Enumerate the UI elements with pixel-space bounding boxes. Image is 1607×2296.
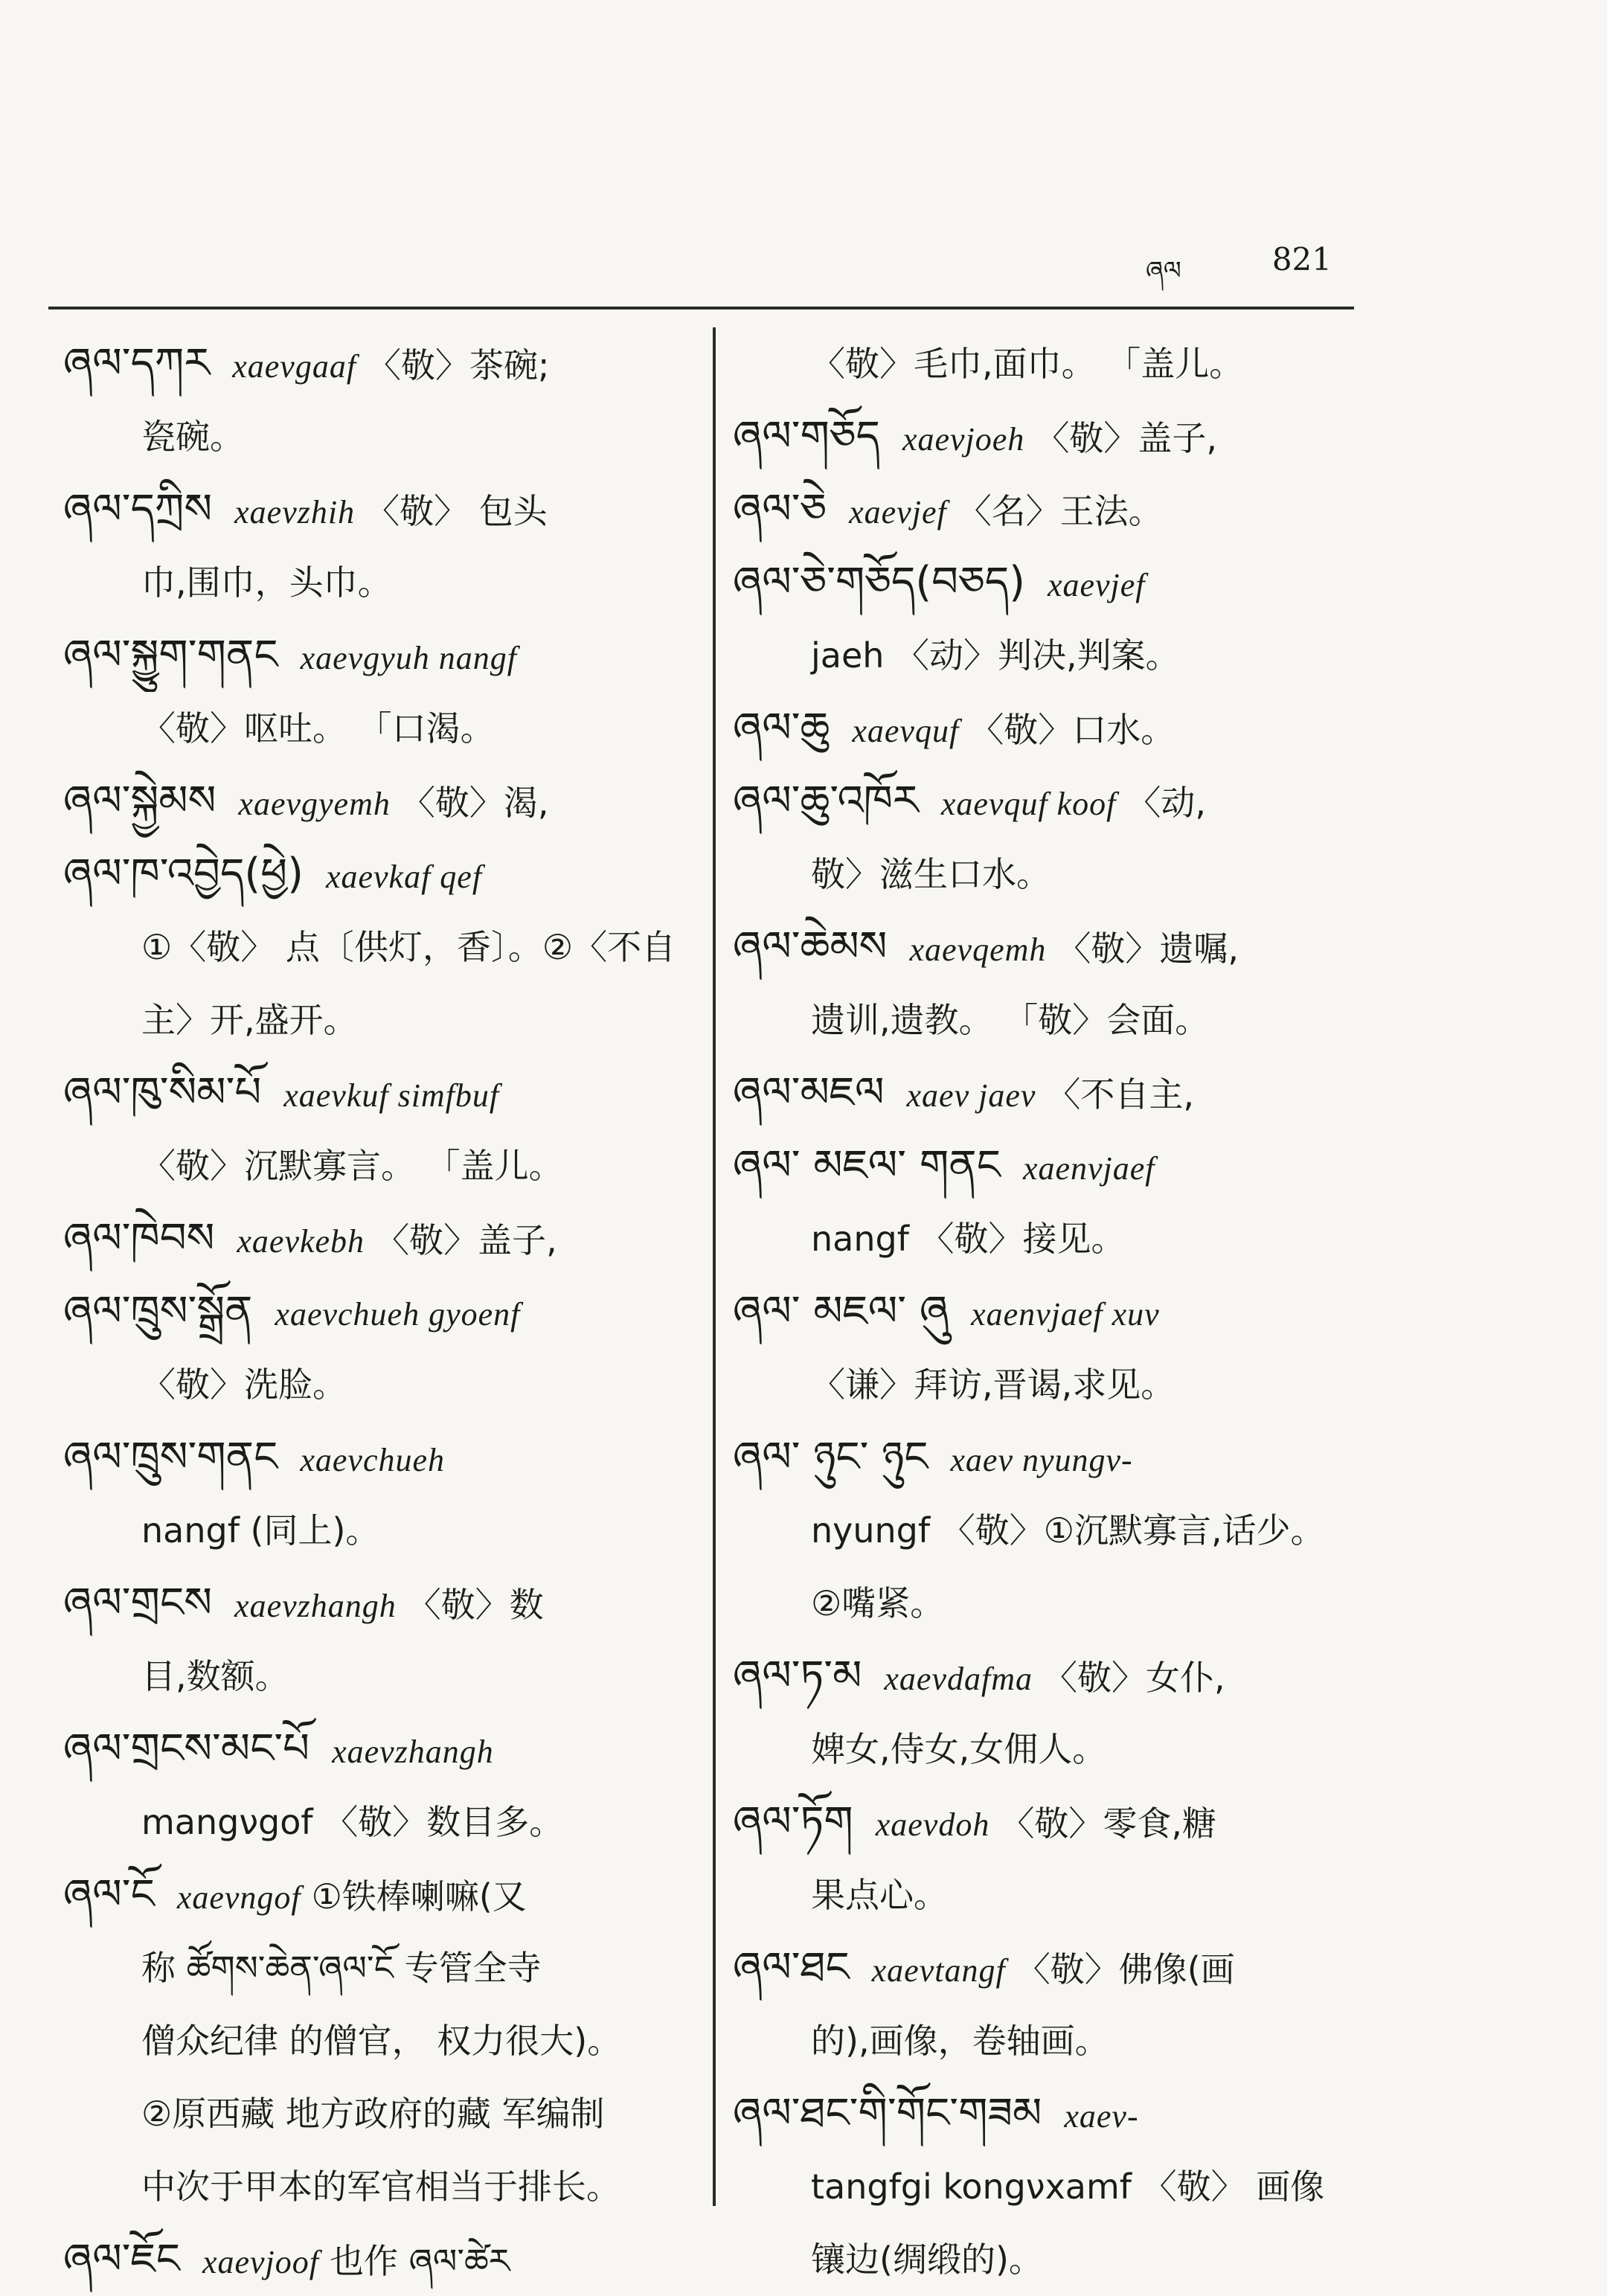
romanization: xaeν- bbox=[1064, 2098, 1139, 2135]
definition-continuation: tangfgi kongνxamf 〈敬〉 画像 bbox=[811, 2167, 1325, 2207]
header-tibetan: ཞལ bbox=[1146, 256, 1181, 286]
headword-tibetan: ཞལ་ཁེབས bbox=[63, 1214, 215, 1263]
dictionary-entry bbox=[733, 1275, 1365, 1421]
definition-continuation: 遗训,遗教。 「敬〉会面。 bbox=[811, 1000, 1210, 1040]
dictionary-entry bbox=[63, 2223, 688, 2296]
entry-first-line bbox=[733, 473, 1365, 546]
dictionary-entry bbox=[733, 2077, 1365, 2296]
romanization: xaeνjef bbox=[849, 494, 947, 530]
dictionary-entry bbox=[733, 692, 1365, 765]
romanization: xaeνgyemh bbox=[238, 786, 391, 822]
headword-tibetan: ཞལ་ཆུ bbox=[733, 704, 830, 752]
definition-continuation: ②原西藏 地方政府的藏 军编制 bbox=[141, 2094, 605, 2134]
headword-tibetan: ཞལ་ཁུ་སིམ་པོ bbox=[63, 1068, 262, 1117]
entry-first-line bbox=[733, 1056, 1365, 1129]
definition-continuation: nangf (同上)。 bbox=[141, 1510, 380, 1551]
definition-continuation: ①〈敬〉 点〔供灯，香〕。②〈不自 bbox=[141, 927, 676, 967]
definition-continuation: 果点心。 bbox=[811, 1875, 948, 1915]
definition: 〈敬〉毛巾,面巾。 「盖儿。 bbox=[811, 344, 1244, 384]
entry-first-line bbox=[733, 1129, 1365, 1202]
entry-first-line bbox=[63, 327, 688, 400]
romanization: xaeνquf bbox=[852, 713, 960, 749]
definition-continuation: 婢女,侍女,女佣人。 bbox=[811, 1729, 1107, 1769]
romanization: xaeνzhangh bbox=[332, 1734, 494, 1770]
definition: 〈名〉王法。 bbox=[957, 491, 1163, 531]
entry-first-line bbox=[63, 1421, 688, 1494]
romanization: xaenνjaef xuν bbox=[971, 1296, 1160, 1333]
entry-first-line bbox=[63, 1056, 688, 1129]
headword-tibetan: ཞལ་ མཇལ་ ཞུ bbox=[733, 1287, 949, 1335]
entry-first-line bbox=[63, 1275, 688, 1348]
entry-first-line bbox=[733, 1421, 1365, 1494]
definition-continuation: 〈敬〉洗脸。 bbox=[141, 1365, 347, 1405]
page-header bbox=[1123, 238, 1354, 290]
headword-tibetan: ཞལ་སྐྱེམས bbox=[63, 777, 216, 825]
dictionary-entry bbox=[733, 1640, 1365, 1786]
entry-first-line bbox=[63, 1202, 688, 1275]
headword-tibetan: ཞལ་ མཇལ་ གནང bbox=[733, 1141, 1001, 1190]
romanization: xaeνzhih bbox=[234, 494, 356, 530]
entry-first-line bbox=[733, 400, 1365, 473]
romanization: xaeνqemh bbox=[909, 931, 1047, 968]
dictionary-entry bbox=[733, 1129, 1365, 1275]
definition: 〈敬〉盖子, bbox=[375, 1220, 557, 1260]
dictionary-entry bbox=[63, 1713, 688, 1859]
dictionary-entry bbox=[733, 1786, 1365, 1931]
romanization: xaenνjaef bbox=[1022, 1150, 1155, 1187]
headword-tibetan: ཞལ་མཇལ bbox=[733, 1068, 885, 1117]
dictionary-entry bbox=[63, 838, 688, 1056]
definition-continuation: 主〉开,盛开。 bbox=[141, 1000, 358, 1040]
romanization: xaeνquf koof bbox=[940, 786, 1117, 822]
entry-first-line bbox=[733, 546, 1365, 619]
headword-tibetan: ཞལ་ཐང bbox=[733, 1943, 850, 1992]
romanization: xaeνzhangh bbox=[234, 1588, 397, 1624]
entry-first-line bbox=[733, 2077, 1365, 2150]
romanization: xaeνgaaf bbox=[232, 348, 357, 385]
entry-first-line bbox=[733, 327, 1365, 400]
entry-first-line bbox=[63, 1859, 688, 1931]
headword-tibetan: ཞལ་ཐང་གི་གོང་གཟམ bbox=[733, 2089, 1042, 2138]
headword-tibetan: ཞལ་ཅེ་གཅོད(བཅད) bbox=[733, 558, 1025, 606]
headword-tibetan: ཞལ་ངོ bbox=[63, 1870, 155, 1919]
dictionary-entry bbox=[63, 327, 688, 473]
dictionary-entry bbox=[733, 473, 1365, 546]
dictionary-entry bbox=[733, 327, 1365, 400]
headword-tibetan: ཞལ་གཅོད bbox=[733, 412, 880, 461]
entry-first-line bbox=[733, 1786, 1365, 1859]
romanization: xaeνdoh bbox=[875, 1806, 990, 1843]
romanization: xaeνjoeh bbox=[902, 421, 1025, 458]
entry-first-line bbox=[63, 619, 688, 692]
romanization: xaeνdafma bbox=[884, 1661, 1033, 1697]
dictionary-entry bbox=[733, 546, 1365, 692]
entry-first-line bbox=[733, 1275, 1365, 1348]
entry-first-line bbox=[63, 473, 688, 546]
definition: ①铁棒喇嘛(又 bbox=[311, 1876, 527, 1917]
romanization: xaeν nyungν- bbox=[950, 1442, 1133, 1478]
definition-continuation: 〈敬〉沉默寡言。 「盖儿。 bbox=[141, 1146, 563, 1186]
definition-continuation: 僧众纪律 的僧官， 权力很大)。 bbox=[141, 2021, 622, 2061]
right-column bbox=[733, 327, 1365, 2296]
definition: 〈动, bbox=[1126, 783, 1207, 823]
headword-tibetan: ཞལ་ཁྲུས་སྒྲོན bbox=[63, 1287, 253, 1335]
definition: 〈敬〉茶碗; bbox=[367, 345, 550, 385]
entry-first-line bbox=[733, 765, 1365, 838]
entry-first-line bbox=[733, 911, 1365, 984]
headword-tibetan: ཞལ་ཏ་མ bbox=[733, 1652, 862, 1700]
definition: 〈敬〉女仆, bbox=[1042, 1658, 1225, 1698]
definition: 〈敬〉盖子, bbox=[1035, 418, 1217, 458]
definition-continuation: 敬〉滋生口水。 bbox=[811, 854, 1051, 894]
definition-continuation: mangνgof 〈敬〉数目多。 bbox=[141, 1802, 564, 1842]
dictionary-entry bbox=[733, 911, 1365, 1056]
headword-tibetan: ཞལ་ཆེམས bbox=[733, 923, 888, 971]
definition-continuation: 〈敬〉呕吐。 「口渴。 bbox=[141, 708, 495, 748]
headword-tibetan: ཞལ་ཏོག bbox=[733, 1798, 853, 1846]
left-column bbox=[63, 327, 688, 2296]
entry-first-line bbox=[63, 1567, 688, 1640]
headword-tibetan: ཞལ་གྲངས་མང་པོ bbox=[63, 1725, 310, 1773]
romanization: xaeνkebh bbox=[237, 1223, 365, 1260]
dictionary-entry bbox=[63, 1202, 688, 1275]
romanization: xaeν jaeν bbox=[906, 1077, 1036, 1114]
headword-tibetan: ཞལ་གྲངས bbox=[63, 1579, 213, 1627]
dictionary-entry bbox=[733, 765, 1365, 911]
definition-continuation: 中次于甲本的军官相当于排长。 bbox=[141, 2167, 620, 2207]
romanization: xaeνjoof bbox=[202, 2244, 320, 2280]
dictionary-entry bbox=[63, 1859, 688, 2223]
headword-tibetan: ཞལ་སྐྱུག་གནང bbox=[63, 631, 278, 679]
definition-continuation: 称 ཚོགས་ཆེན་ཞལ་ངོ 专管全寺 bbox=[141, 1948, 542, 1988]
romanization: xaeνtangf bbox=[871, 1952, 1006, 1989]
definition-continuation: 〈谦〉拜访,晋谒,求见。 bbox=[811, 1365, 1175, 1405]
definition: 〈敬〉口水。 bbox=[969, 710, 1175, 750]
headword-tibetan: ཞལ་ཁ་འབྱེད(ཕྱེ) bbox=[63, 850, 304, 898]
entry-first-line bbox=[733, 1931, 1365, 2004]
definition: 〈敬〉佛像(画 bbox=[1016, 1949, 1235, 1989]
definition: 〈不自主, bbox=[1046, 1074, 1195, 1115]
column-divider bbox=[713, 327, 716, 2206]
definition-continuation: 瓷碗。 bbox=[141, 417, 244, 457]
dictionary-entry bbox=[733, 400, 1365, 473]
definition: 〈敬〉数 bbox=[406, 1585, 544, 1625]
definition: 〈敬〉遗嘱, bbox=[1056, 929, 1239, 969]
dictionary-entry bbox=[63, 1275, 688, 1421]
header-rule bbox=[48, 307, 1354, 310]
entry-first-line bbox=[733, 692, 1365, 765]
definition: 也作 ཞལ་ཚེར bbox=[330, 2241, 510, 2281]
romanization: xaeνngof bbox=[176, 1879, 301, 1916]
dictionary-entry bbox=[63, 1567, 688, 1713]
dictionary-entry bbox=[63, 1056, 688, 1202]
entry-first-line bbox=[63, 838, 688, 911]
definition-continuation: nangf 〈敬〉接见。 bbox=[811, 1219, 1126, 1259]
entry-first-line bbox=[63, 765, 688, 838]
romanization: xaeνchueh bbox=[300, 1442, 446, 1478]
entry-first-line bbox=[63, 1713, 688, 1786]
headword-tibetan: ཞལ་ཇོང bbox=[63, 2235, 180, 2283]
definition-continuation: 的),画像，卷轴画。 bbox=[811, 2021, 1109, 2061]
romanization: xaeνkuf simfbuf bbox=[283, 1077, 500, 1114]
headword-tibetan: ཞལ་ ཉུང་ ཉུང bbox=[733, 1433, 928, 1481]
definition-continuation: 目,数额。 bbox=[141, 1656, 289, 1696]
headword-tibetan: ཞལ་ཅེ bbox=[733, 485, 827, 533]
entry-first-line bbox=[63, 2223, 688, 2296]
romanization: xaeνjef bbox=[1047, 567, 1146, 603]
definition-continuation: jaeh 〈动〉判决,判案。 bbox=[811, 635, 1180, 676]
definition-continuation: nyungf 〈敬〉①沉默寡言,话少。 bbox=[811, 1510, 1325, 1551]
definition: 〈敬〉零食,糖 bbox=[1000, 1803, 1216, 1844]
dictionary-entry bbox=[63, 765, 688, 838]
dictionary-entry bbox=[733, 1931, 1365, 2077]
romanization: xaeνchueh gyoenf bbox=[275, 1296, 521, 1333]
headword-tibetan: ཞལ་ཁྲུས་གནང bbox=[63, 1433, 278, 1481]
page-number: 821 bbox=[1271, 241, 1332, 278]
definition: 〈敬〉渴, bbox=[400, 783, 549, 823]
definition-continuation: 镶边(绸缎的)。 bbox=[811, 2239, 1043, 2280]
dictionary-entry bbox=[733, 1421, 1365, 1640]
dictionary-entry bbox=[63, 619, 688, 765]
headword-tibetan: ཞལ་དཀར bbox=[63, 339, 211, 388]
headword-tibetan: ཞལ་དཀྲིས bbox=[63, 485, 213, 533]
romanization: xaeνgyuh nangf bbox=[300, 640, 517, 676]
definition-continuation: 巾,围巾，头巾。 bbox=[141, 562, 392, 603]
headword-tibetan: ཞལ་ཆུ་འཁོར bbox=[733, 777, 919, 825]
dictionary-entry bbox=[63, 1421, 688, 1567]
definition-continuation: ②嘴紧。 bbox=[811, 1583, 945, 1623]
dictionary-entry bbox=[733, 1056, 1365, 1129]
definition: 〈敬〉 包头 bbox=[365, 491, 548, 531]
romanization: xaeνkaf qef bbox=[325, 859, 483, 895]
entry-first-line bbox=[733, 1640, 1365, 1713]
dictionary-entry bbox=[63, 473, 688, 619]
